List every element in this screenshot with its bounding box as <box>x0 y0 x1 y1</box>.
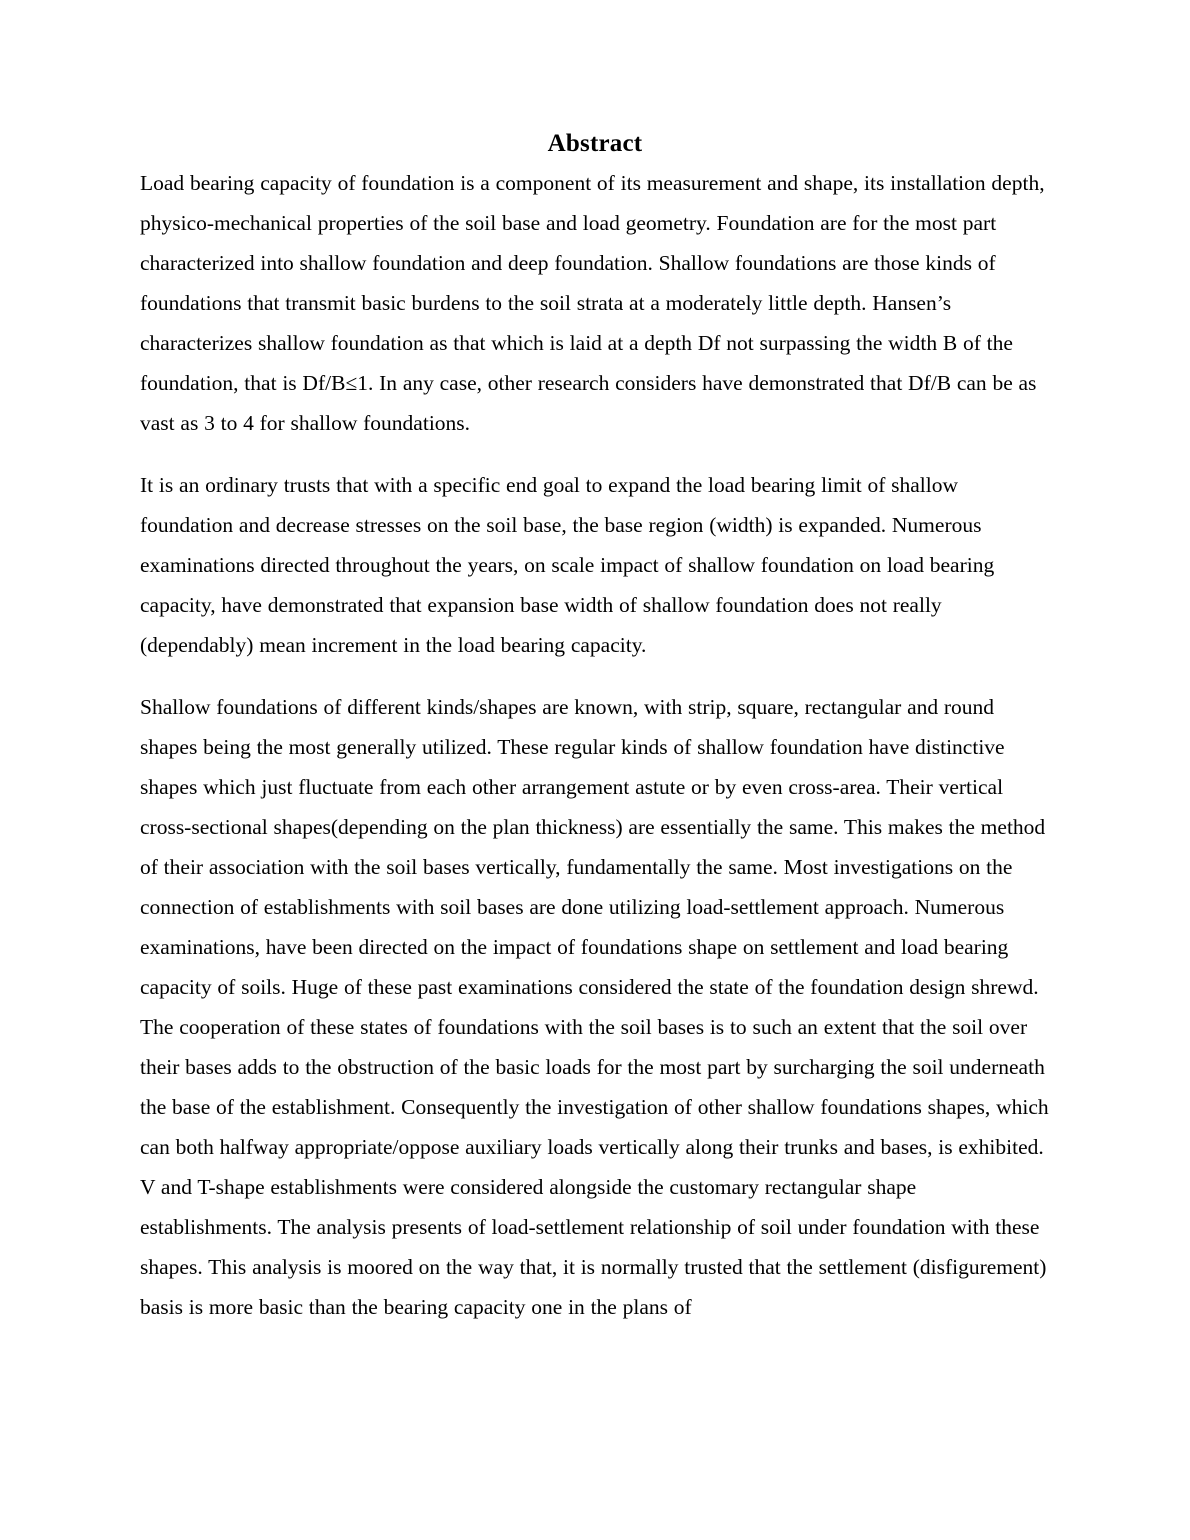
abstract-paragraph-2: It is an ordinary trusts that with a specific end goal to expand the load bearing limit of shallow foundation and decrease stresses on the soil base, the base region (width) is expanded. Numerous examinations directed throughout the years, on scale impact of shallow foundation on load bearing capacity, have demonstrated that expansion base width of shallow foundation does not really (dependably) mean increment in the load bearing capacity. <box>140 472 995 657</box>
page-title: Abstract <box>547 130 643 157</box>
abstract-paragraph-1: Load bearing capacity of foundation is a component of its measurement and shape, its installation depth, physico-mechanical properties of the soil base and load geometry. Foundation are for the most part characterized into shallow foundation and deep foundation. Shallow foundations are those kinds of foundations that transmit basic burdens to the soil strata at a moderately little depth. Hansen’s characterizes shallow foundation as that which is laid at a depth Df not surpassing the width B of the foundation, that is Df/B≤1. In any case, other research considers have demonstrated that Df/B can be as vast as 3 to 4 for shallow foundations. <box>140 171 1045 435</box>
abstract-paragraph-3: Shallow foundations of different kinds/shapes are known, with strip, square, rectangular and round shapes being the most generally utilized. These regular kinds of shallow foundation have distinctive shapes which just fluctuate from each other arrangement astute or by even cross-area. Their vertical cross-sectional shapes(depending on the plan thickness) are essentially the same. This makes the method of their association with the soil bases vertically, fundamentally the same. Most investigations on the connection of establishments with soil bases are done utilizing load-settlement approach. Numerous examinations, have been directed on the impact of foundations shape on settlement and load bearing capacity of soils. Huge of these past examinations considered the state of the foundation design shrewd. The cooperation of these states of foundations with the soil bases is to such an extent that the soil over their bases adds to the obstruction of the basic loads for the most part by surcharging the soil underneath the base of the establishment. Consequently the investigation of other shallow foundations shapes, which can both halfway appropriate/oppose auxiliary loads vertically along their trunks and bases, is exhibited. V and T-shape establishments were considered alongside the customary rectangular shape establishments. The analysis presents of load-settlement relationship of soil under foundation with these shapes. This analysis is moored on the way that, it is normally trusted that the settlement (disfigurement) basis is more basic than the bearing capacity one in the plans of <box>140 694 1049 1319</box>
